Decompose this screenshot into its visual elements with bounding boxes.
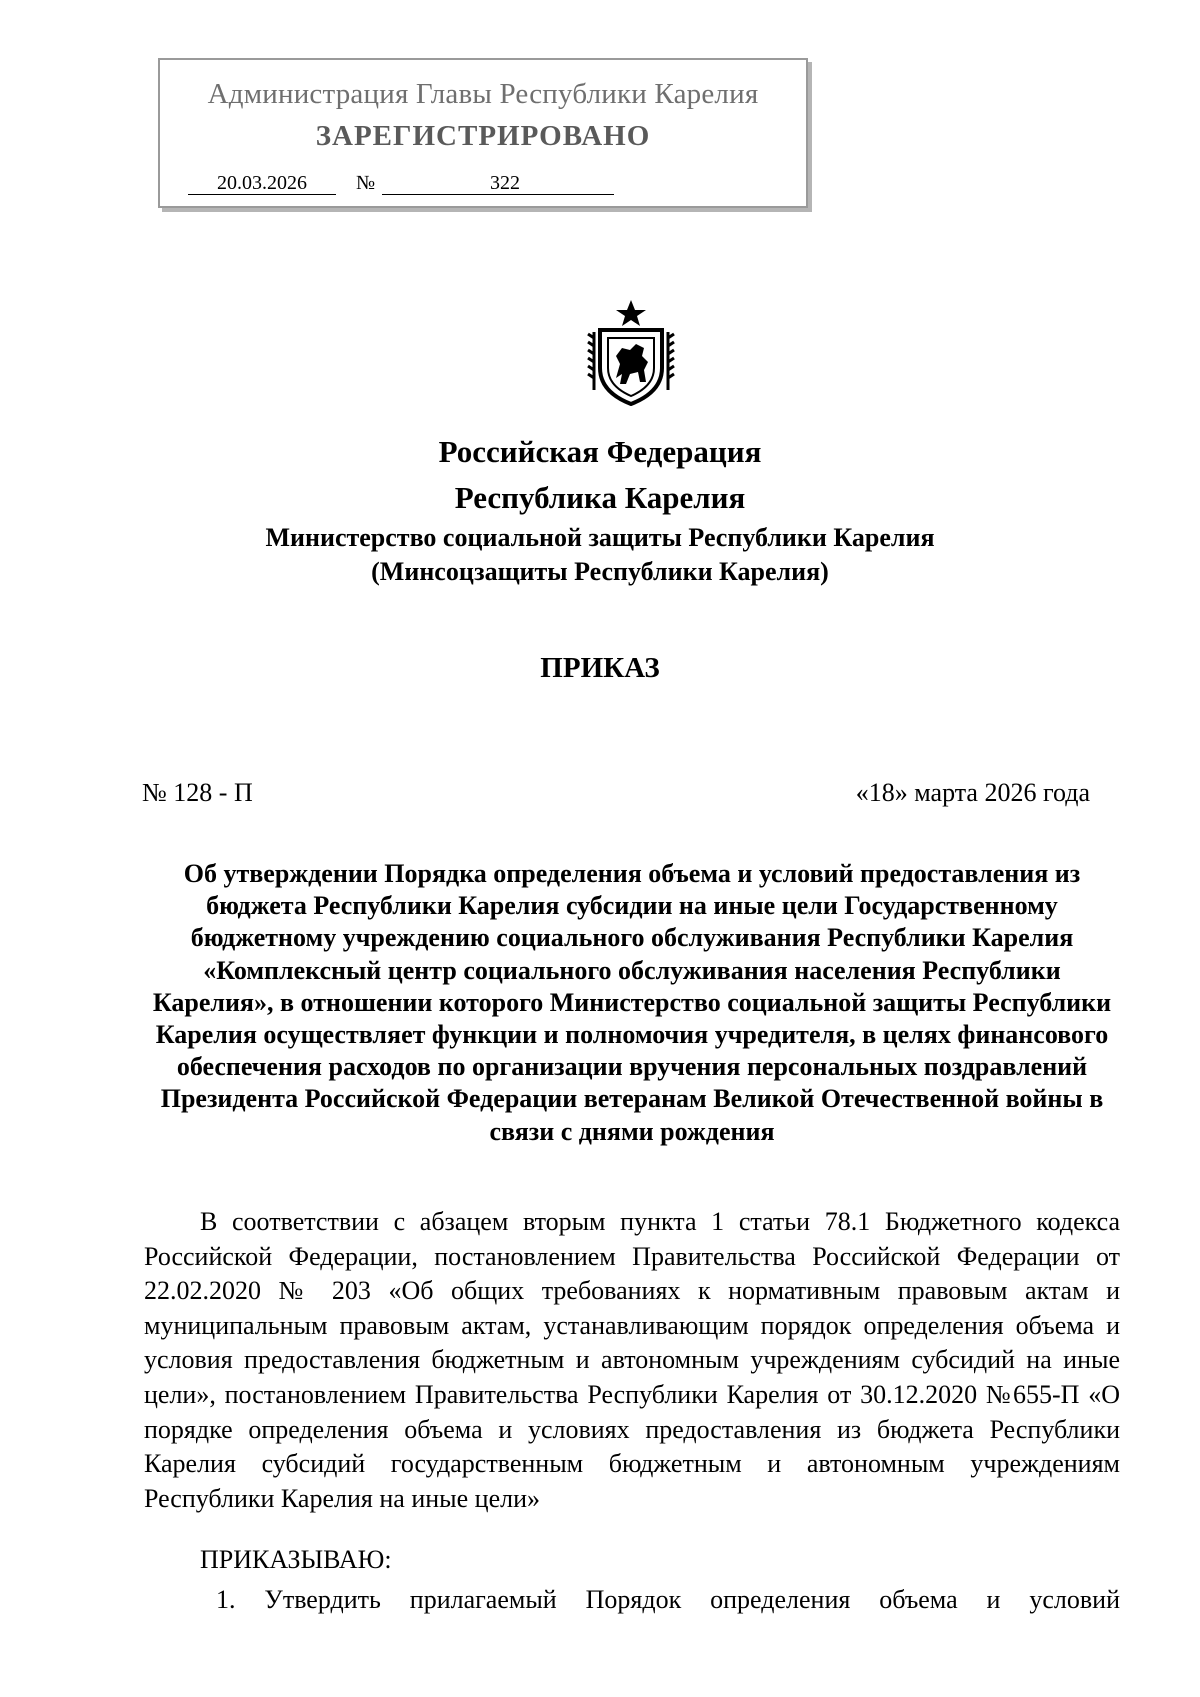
stamp-number-label: № bbox=[356, 172, 376, 194]
stamp-organization: Администрация Главы Республики Карелия bbox=[207, 78, 759, 110]
stamp-number: 322 bbox=[382, 172, 614, 195]
document-title: Об утверждении Порядка определения объема и условий предоставления из бюджета Республики Карелия субсидии на иные цели Государственному бюджетному учреждению социального обслуживания Республики Карелия «Комплексный центр социального обслуживания населения Республики Карелия», в отношении которого Министерство социальной защиты Республики Карелия осуществляет функции и полномочия учредителя, в целях финансового обеспечения расходов по организации вручения персональных поздравлений Президента Российской Федерации ветеранам Великой Отечественной войны в связи с днями рождения bbox=[152, 859, 1112, 1146]
republic-name: Республика Карелия bbox=[454, 480, 746, 515]
karelia-coat-of-arms-icon bbox=[586, 298, 676, 406]
stamp-date: 20.03.2026 bbox=[188, 172, 336, 195]
order-item-1: 1. Утвердить прилагаемый Порядок определения объема и условий bbox=[216, 1585, 1120, 1614]
stamp-status: ЗАРЕГИСТРИРОВАНО bbox=[315, 120, 651, 152]
ministry-short-name: (Минсоцзащиты Республики Карелия) bbox=[371, 557, 829, 586]
document-number: № 128 - П bbox=[142, 778, 253, 807]
document-type: ПРИКАЗ bbox=[540, 652, 660, 684]
order-word: ПРИКАЗЫВАЮ: bbox=[200, 1545, 392, 1574]
registration-stamp bbox=[158, 58, 808, 208]
ministry-name: Министерство социальной защиты Республики Карелия bbox=[265, 523, 935, 552]
country-name: Российская Федерация bbox=[438, 434, 762, 469]
preamble-paragraph: В соответствии с абзацем вторым пункта 1 статьи 78.1 Бюджетного кодекса Российской Федерации, постановлением Правительства Российской Федерации от 22.02.2020 № 203 «Об общих требованиях к нормативным правовым актам и муниципальным правовым актам, устанавливающим порядок определения объема и условия предоставления бюджетным и автономным учреждениям субсидий на иные цели», постановлением Правительства Республики Карелия от 30.12.2020 №655-П «О порядке определения объема и условиях предоставления из бюджета Республики Карелия субсидий государственным бюджетным и автономным учреждениям Республики Карелия на иные цели» bbox=[144, 1207, 1120, 1513]
document-date: «18» марта 2026 года bbox=[855, 778, 1090, 807]
